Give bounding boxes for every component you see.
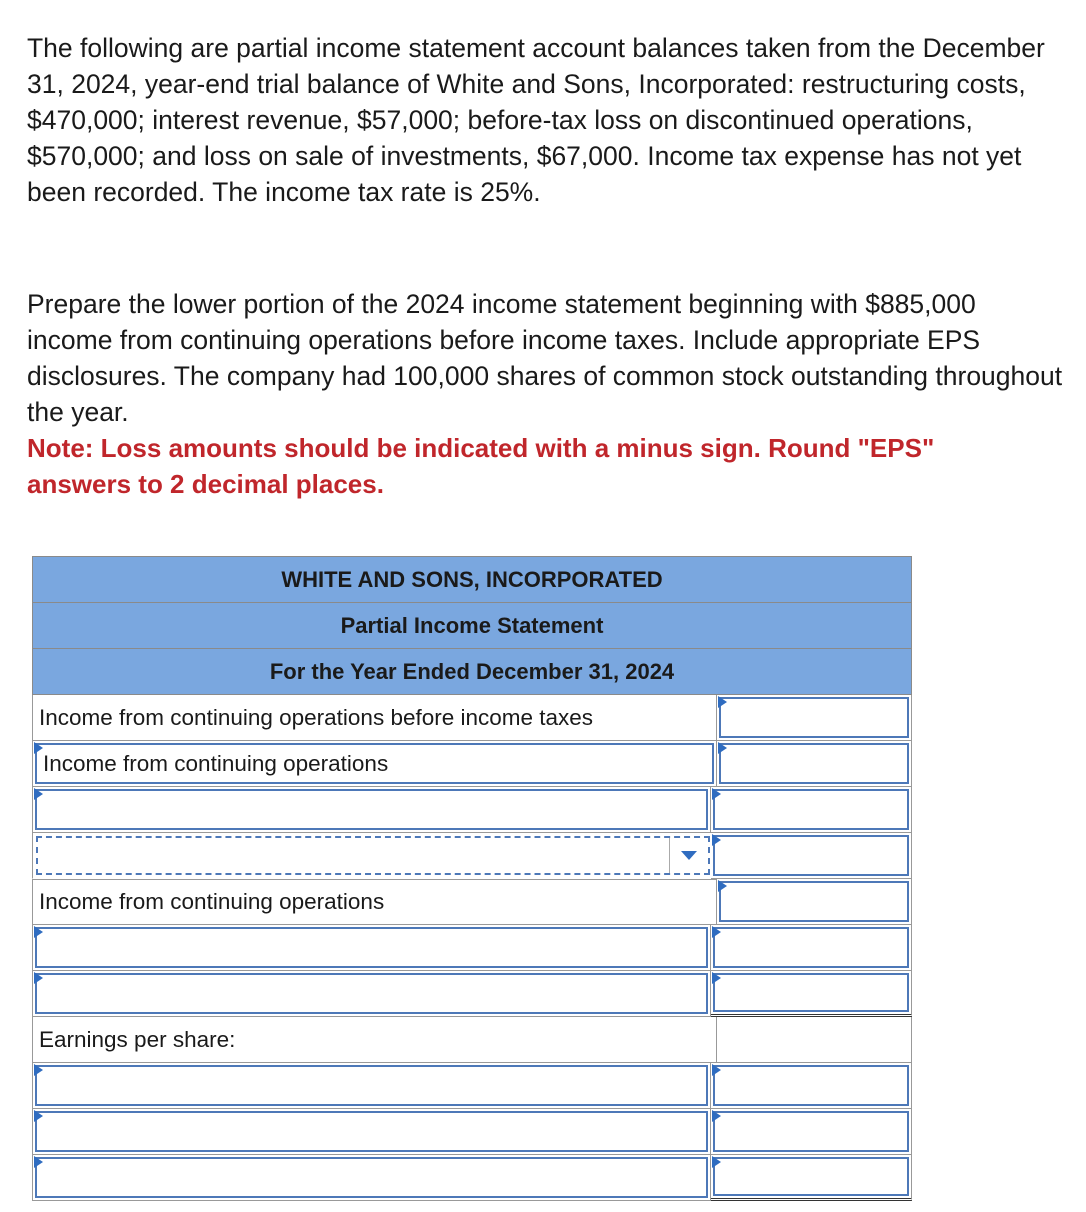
amount-input[interactable] [713,1111,909,1152]
problem-paragraph-1: The following are partial income statement account balances taken from the December 31, 2024, year-end trial balance of White and Sons, Incorporated: restructuring costs, $470,000; interest revenue, $57,000; before-tax loss on discontinued operations, $570,000; and loss on sale of investments, $67,000. Income tax expense has not yet been recorded. The income tax rate is 25%. [27,33,1045,207]
label-select[interactable] [36,836,710,875]
problem-paragraph-2: Prepare the lower portion of the 2024 income statement beginning with $885,000 income from continuing operations before income taxes. Include appropriate EPS disclosures. The company had 100,000 shares of common stock outstanding throughout the year. [27,289,1063,427]
input-marker-icon [34,742,43,754]
amount-input[interactable] [713,973,909,1012]
amount-cell [711,1063,912,1109]
input-marker-icon [34,926,43,938]
amount-cell [711,833,912,879]
amount-input[interactable] [719,697,909,738]
label-input[interactable] [35,1111,708,1152]
statement-title-header: Partial Income Statement [32,603,912,649]
input-marker-icon [712,1110,721,1122]
row-label-cell [32,971,711,1017]
chevron-down-icon [681,851,697,860]
amount-cell [711,971,912,1017]
amount-input[interactable] [713,835,909,876]
input-marker-icon [712,788,721,800]
row-label: Income from continuing operations before income taxes [32,695,717,741]
label-input[interactable] [35,927,708,968]
problem-note: Note: Loss amounts should be indicated with a minus sign. Round "EPS" answers to 2 decimal places. [27,433,935,499]
row-label-cell [32,741,717,787]
amount-cell [711,1155,912,1201]
amount-cell [717,741,912,787]
table-row [32,1063,912,1109]
input-marker-icon [712,972,721,984]
amount-input[interactable] [719,881,909,922]
input-marker-icon [34,1156,43,1168]
amount-input[interactable] [713,1157,909,1196]
input-marker-icon [34,788,43,800]
input-marker-icon [712,1156,721,1168]
amount-cell [711,787,912,833]
table-row [32,833,912,879]
input-marker-icon [34,972,43,984]
input-marker-icon [712,1064,721,1076]
table-row [32,787,912,833]
income-statement-table [32,556,912,1201]
input-marker-icon [712,834,721,846]
row-label: Income from continuing operations [43,750,389,776]
amount-cell-empty [717,1017,912,1063]
row-label-cell [32,1063,711,1109]
amount-input[interactable] [713,789,909,830]
table-row [32,925,912,971]
table-row [32,695,912,741]
table-row [32,741,912,787]
input-marker-icon [718,880,727,892]
input-marker-icon [718,742,727,754]
label-input[interactable] [35,1157,708,1198]
amount-input[interactable] [719,743,909,784]
input-marker-icon [712,926,721,938]
row-label-cell [32,787,711,833]
label-input[interactable] [35,973,708,1014]
table-row [32,1017,912,1063]
table-row [32,1109,912,1155]
amount-cell [717,695,912,741]
amount-cell [711,925,912,971]
table-row [32,1155,912,1201]
row-label-cell [32,925,711,971]
label-input[interactable] [35,1065,708,1106]
input-marker-icon [718,696,727,708]
input-marker-icon [34,1110,43,1122]
label-input[interactable] [35,789,708,830]
input-marker-icon [34,1064,43,1076]
row-label-cell [32,833,711,879]
table-row [32,879,912,925]
row-label: Income from continuing operations [32,879,717,925]
statement-period-header: For the Year Ended December 31, 2024 [32,649,912,695]
table-row [32,971,912,1017]
amount-input[interactable] [713,927,909,968]
row-label: Earnings per share: [32,1017,717,1063]
row-label-cell [32,1155,711,1201]
row-label-cell [32,1109,711,1155]
dropdown-button[interactable] [669,838,708,873]
company-name-header: WHITE AND SONS, INCORPORATED [32,556,912,603]
amount-cell [711,1109,912,1155]
amount-input[interactable] [713,1065,909,1106]
amount-cell [717,879,912,925]
